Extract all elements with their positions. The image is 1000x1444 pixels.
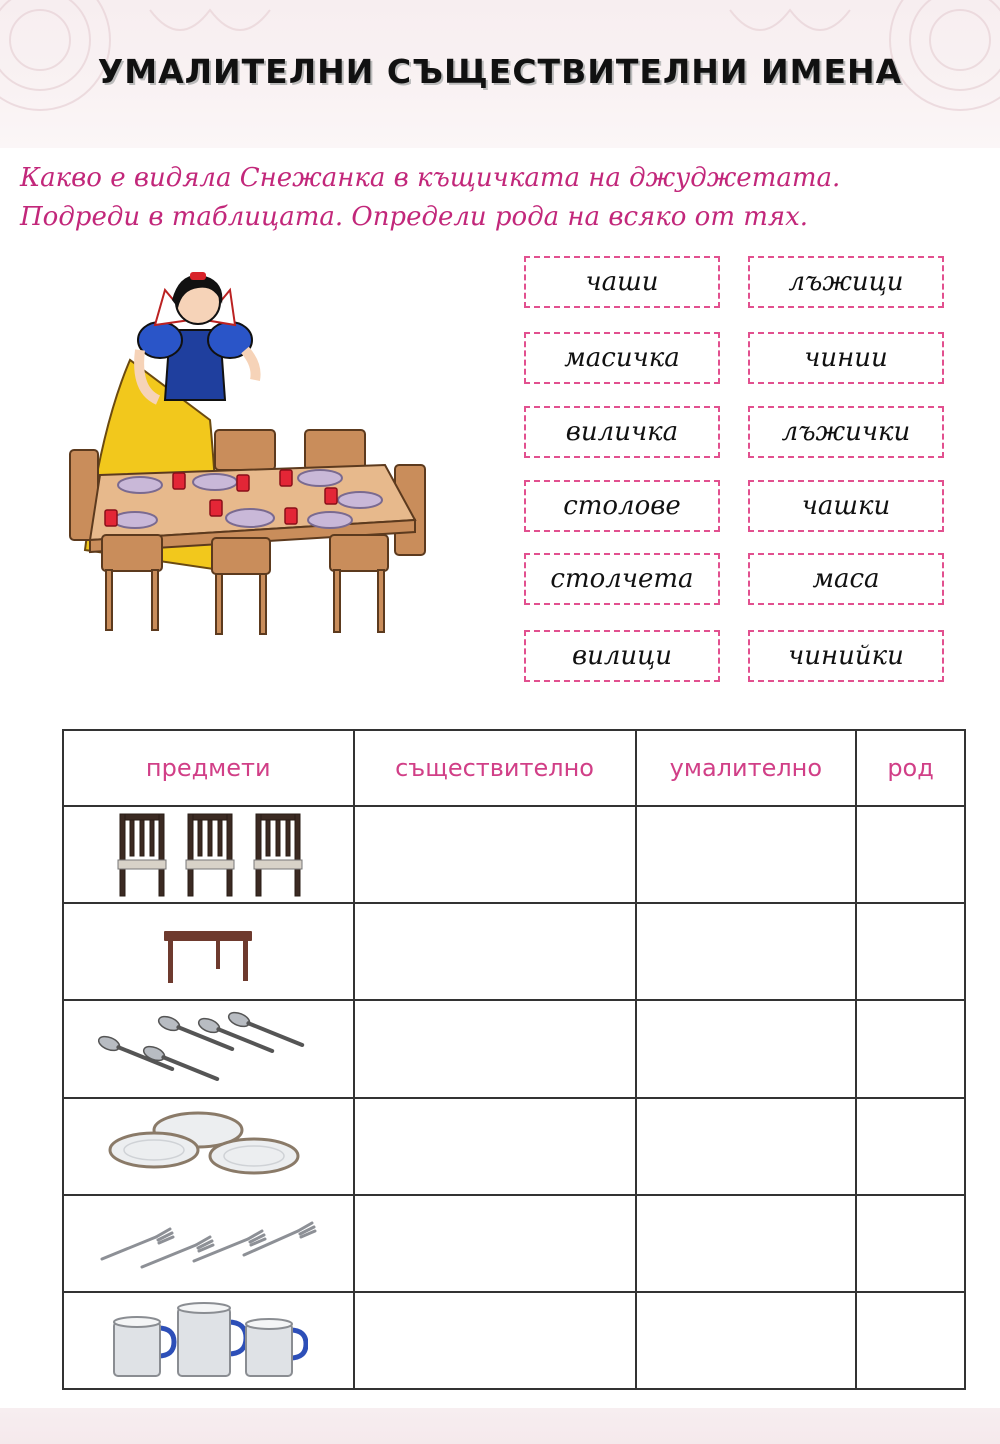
gender-drop-cell[interactable]	[856, 806, 965, 903]
cups-icon	[108, 1300, 308, 1380]
plates-icon	[108, 1106, 308, 1186]
table-row	[63, 1000, 965, 1097]
instruction-line-1: Какво е видяла Снежанка в къщичката на джуджетата.	[20, 163, 841, 193]
word-card[interactable]: лъжички	[748, 406, 944, 458]
noun-drop-cell[interactable]	[354, 903, 636, 1000]
diminutive-drop-cell[interactable]	[636, 903, 857, 1000]
noun-drop-cell[interactable]	[354, 1098, 636, 1195]
item-cell	[63, 1098, 354, 1195]
table-row	[63, 903, 965, 1000]
noun-drop-cell[interactable]	[354, 1195, 636, 1292]
diminutive-drop-cell[interactable]	[636, 1292, 857, 1389]
footer-band	[0, 1408, 1000, 1444]
chairs-icon	[108, 810, 308, 900]
noun-drop-cell[interactable]	[354, 806, 636, 903]
word-card[interactable]: чинии	[748, 332, 944, 384]
word-card[interactable]: виличка	[524, 406, 720, 458]
diminutive-drop-cell[interactable]	[636, 1098, 857, 1195]
header-items: предмети	[63, 730, 354, 806]
header-gender: род	[856, 730, 965, 806]
item-cell	[63, 903, 354, 1000]
table-row	[63, 806, 965, 903]
diminutive-drop-cell[interactable]	[636, 1000, 857, 1097]
noun-drop-cell[interactable]	[354, 1000, 636, 1097]
table-header-row	[63, 730, 965, 806]
noun-drop-cell[interactable]	[354, 1292, 636, 1389]
sorting-table	[62, 729, 966, 1390]
table-icon	[158, 917, 258, 987]
word-card[interactable]: столове	[524, 480, 720, 532]
gender-drop-cell[interactable]	[856, 1098, 965, 1195]
item-cell	[63, 1195, 354, 1292]
instruction-line-2: Подреди в таблицата. Определи рода на всяко от тях.	[20, 202, 809, 232]
word-card[interactable]: чинийки	[748, 630, 944, 682]
page-title: УМАЛИТЕЛНИ СЪЩЕСТВИТЕЛНИ ИМЕНА	[97, 52, 903, 91]
gender-drop-cell[interactable]	[856, 903, 965, 1000]
gender-drop-cell[interactable]	[856, 1000, 965, 1097]
gender-drop-cell[interactable]	[856, 1292, 965, 1389]
forks-icon	[98, 1213, 318, 1273]
table-row	[63, 1292, 965, 1389]
spoons-icon	[98, 1009, 318, 1089]
word-card[interactable]: чашки	[748, 480, 944, 532]
diminutive-drop-cell[interactable]	[636, 1195, 857, 1292]
table-row	[63, 1195, 965, 1292]
item-cell	[63, 1292, 354, 1389]
word-card[interactable]: лъжици	[748, 256, 944, 308]
diminutive-drop-cell[interactable]	[636, 806, 857, 903]
word-card[interactable]: масичка	[524, 332, 720, 384]
word-card[interactable]: вилици	[524, 630, 720, 682]
word-card[interactable]: столчета	[524, 553, 720, 605]
gender-drop-cell[interactable]	[856, 1195, 965, 1292]
item-cell	[63, 806, 354, 903]
word-card[interactable]: чаши	[524, 256, 720, 308]
header-diminutive: умалително	[636, 730, 857, 806]
item-cell	[63, 1000, 354, 1097]
header-noun: съществително	[354, 730, 636, 806]
word-card[interactable]: маса	[748, 553, 944, 605]
snow-white-table-illustration	[40, 270, 460, 650]
table-row	[63, 1098, 965, 1195]
